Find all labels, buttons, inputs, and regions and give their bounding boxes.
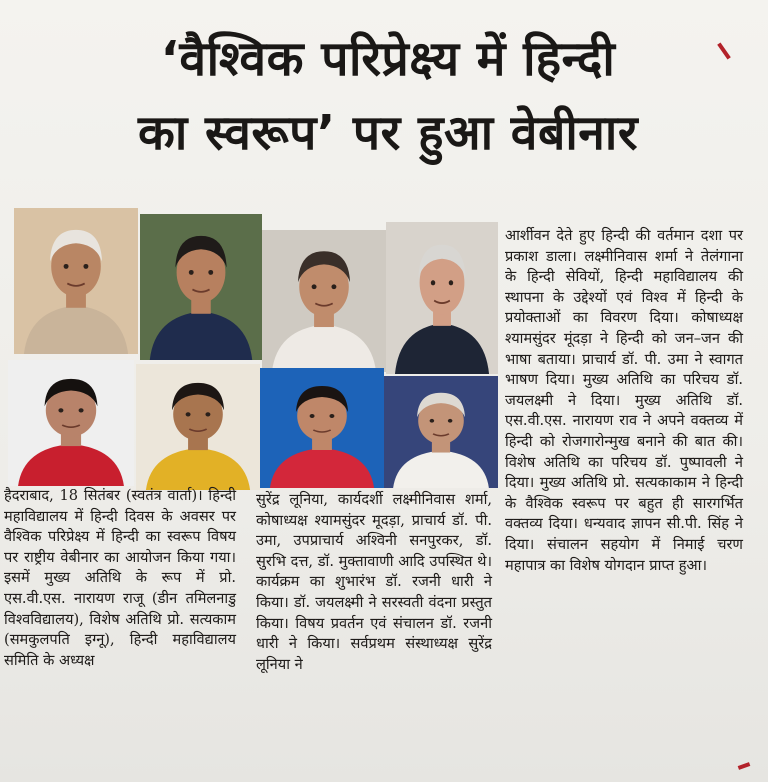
portrait-eye	[431, 280, 435, 285]
portrait-eye	[186, 412, 191, 416]
photo-woman-red-saree	[8, 360, 134, 486]
article-text: आर्शीवन देते हुए हिन्दी की वर्तमान दशा पर प्रकाश डाला। लक्ष्मीनिवास शर्मा ने तेलंगाना के हिन्दी सेवियों, हिन्दी महाविद्यालय की स्थापना के उद्देश्यों एवं विश्व में हिन्दी के प्रयोक्ताओं का विवरण दिया। कोषाध्यक्ष श्यामसुंदर मूंदड़ा ने हिन्दी को जन–जन की भाषा बताया। प्राचार्य डॉ. पी. उमा ने स्वागत भाषण दिया। मुख्य अतिथि का परिचय डॉ. जयलक्ष्मी ने दिया। मुख्य अतिथि डॉ. एस.वी.एस. नारायण राव ने अपने वक्तव्य में हिन्दी को रोजगारोन्मुख बनाने की बात की। विशेष अतिथि का परिचय डॉ. पुष्पावली ने दिया। मुख्य अतिथि प्रो. सत्यकाकाम ने हिन्दी के वैश्विक स्वरूप पर बहुत ही सारगर्भित वक्तव्य दिया। धन्यवाद ज्ञापन सी.पी. सिंह ने दिया। संचालन सहयोग में निमाई चरण महापात्र का विशेष योगदान प्राप्त हुआ।	[505, 227, 743, 574]
photo-man-glasses-kurta	[14, 208, 138, 354]
portrait-eye	[79, 408, 84, 412]
portrait-eye	[312, 284, 317, 289]
portrait-eye	[58, 408, 63, 412]
article-text: हैदराबाद, 18 सितंबर (स्वतंत्र वार्ता)। हिन्दी महाविद्यालय में हिन्दी दिवस के अवसर पर वैश्विक परिप्रेक्ष्य में हिन्दी का स्वरूप विषय पर राष्ट्रीय वेबीनार का आयोजन किया गया। इसमें मुख्य अतिथि के रूप में प्रो. एस.वी.एस. नारायण राजू (डीन तमिलनाडु विश्वविद्यालय), विशेष अतिथि प्रो. सत्यकाम (समकुलपति इग्नू), हिन्दी महाविद्यालय समिति के अध्यक्ष	[4, 487, 236, 669]
portrait-eye	[208, 270, 213, 275]
portrait-eye	[64, 264, 69, 269]
article-column-2	[256, 490, 492, 675]
portrait-eye	[310, 414, 315, 418]
article-text: सुरेंद्र लूनिया, कार्यदर्शी लक्ष्मीनिवास शर्मा, कोषाध्यक्ष श्यामसुंदर मूदड़ा, प्राचार्य डॉ. पी. उमा, उपप्राचार्य अश्विनी सनपुरकर, डॉ. सुरभि दत्त, डॉ. मुक्तावाणी आदि उपस्थित थे। कार्यक्रम का शुभारंभ डॉ. रजनी धारी ने किया। डॉ. जयलक्ष्मी ने सरस्वती वंदना प्रस्तुत किया। विषय प्रवर्तन एवं संचालन डॉ. रजनी धारी ने किया। सर्वप्रथम संस्थाध्यक्ष सुरेंद्र लूनिया ने	[256, 491, 492, 673]
article-column-3	[505, 226, 743, 576]
red-corner-mark	[738, 762, 751, 770]
photo-man-glasses-suit	[140, 214, 262, 360]
portrait-eye	[331, 284, 336, 289]
photo-woman-blue-bg	[260, 368, 384, 488]
portrait-eye	[449, 280, 453, 285]
photo-grid	[8, 208, 498, 490]
portrait-eye	[329, 414, 334, 418]
portrait-eye	[448, 419, 453, 423]
headline-line-1: ‘वैश्विक परिप्रेक्ष्य में हिन्दी	[160, 31, 616, 87]
portrait-eye	[430, 419, 435, 423]
photo-bald-man-glasses	[386, 222, 498, 374]
portrait-eye	[205, 412, 210, 416]
photo-woman-yellow-saree	[136, 364, 260, 490]
photo-old-man-blue-bg	[384, 376, 498, 488]
headline-line-2: का स्वरूप’ पर हुआ वेबीनार	[138, 105, 638, 161]
article-column-1	[4, 486, 236, 671]
portrait-eye	[83, 264, 88, 269]
portrait-eye	[189, 270, 194, 275]
photo-elder-man	[262, 230, 386, 372]
